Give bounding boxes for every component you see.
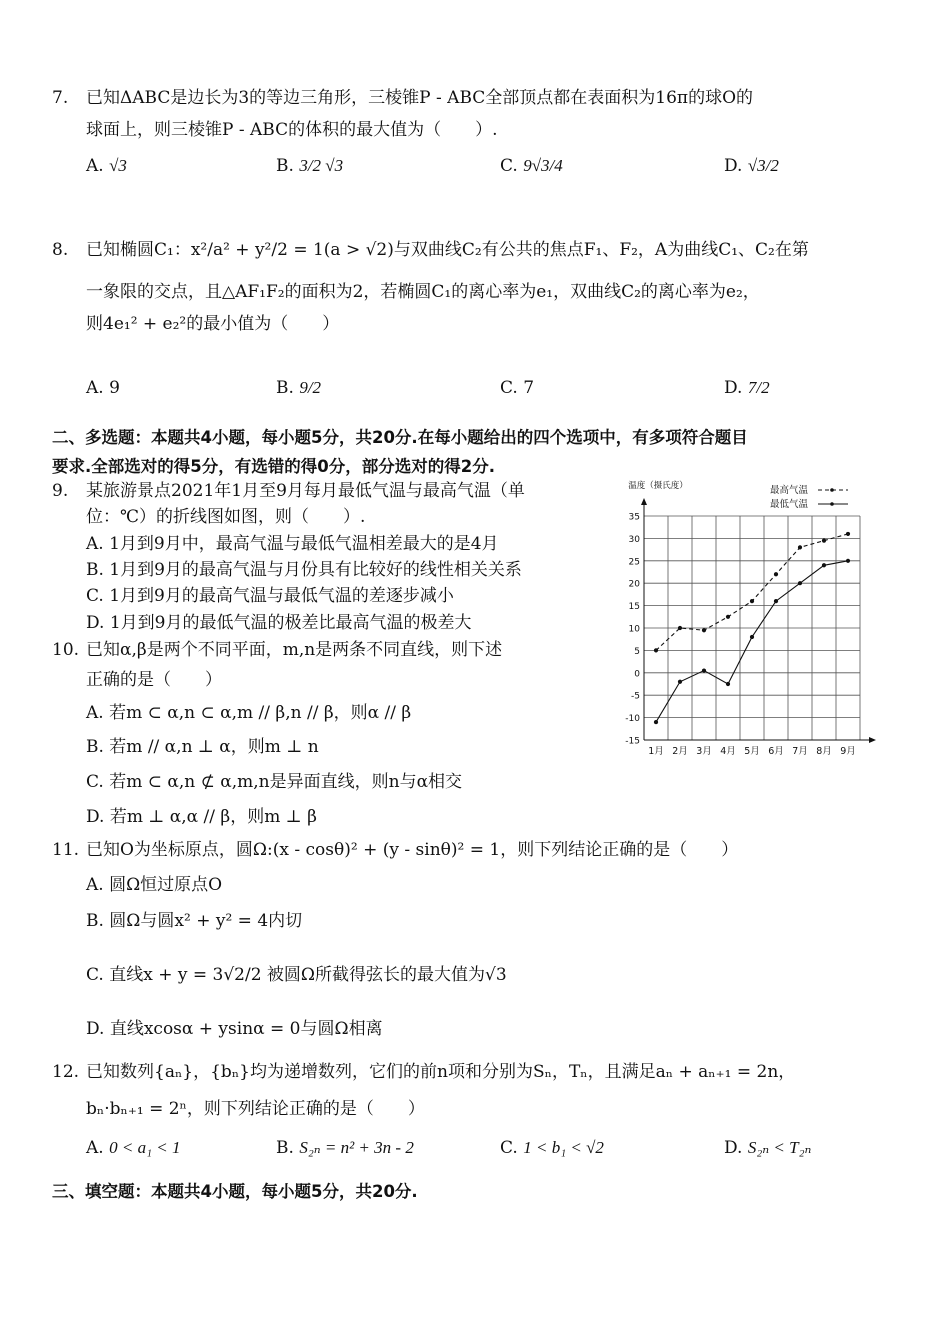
data-point (774, 572, 778, 576)
data-point (750, 635, 754, 639)
x-tick-label: 8月 (816, 746, 832, 757)
x-tick-label: 3月 (696, 746, 712, 757)
question-11 (52, 836, 922, 866)
chart-legend (770, 484, 848, 510)
question-number: 8. (52, 240, 69, 260)
question-12 (52, 1054, 922, 1129)
x-tick-label: 6月 (768, 746, 784, 757)
question-number: 12. (52, 1062, 80, 1082)
data-point (702, 668, 706, 672)
question-7 (52, 82, 922, 147)
data-point (750, 599, 754, 603)
option-a[interactable]: A. 圆Ω恒过原点O (86, 875, 223, 895)
question-stem-line-2: 一象限的交点，且△AF₁F₂的面积为2，若椭圆C₁的离心率为e₁，双曲线C₂的离心率为e₂， (86, 282, 760, 303)
y-tick-label: 35 (628, 512, 640, 523)
data-point (846, 559, 850, 563)
option-b[interactable]: B. 圆Ω与圆x² + y² = 4内切 (86, 911, 303, 931)
question-9 (52, 478, 602, 636)
y-tick-label: 0 (634, 669, 640, 680)
option-d[interactable]: D. √3/2 (724, 156, 779, 176)
option-c[interactable]: C. 9√3/4 (500, 156, 563, 176)
option-a[interactable]: A. 0 < a₁ < 1 (86, 1138, 181, 1158)
section-heading-fill-in: 三、填空题：本题共4小题，每小题5分，共20分. (52, 1182, 418, 1201)
y-tick-label: 10 (628, 624, 640, 635)
question-12-options (86, 1138, 926, 1170)
question-stem-line-1: 已知数列{aₙ}，{bₙ}均为递增数列，它们的前n项和分别为Sₙ，Tₙ，且满足aₙ + aₙ₊₁ = 2n， (86, 1062, 796, 1082)
question-stem-line-2: bₙ·bₙ₊₁ = 2ⁿ，则下列结论正确的是（ ） (86, 1099, 425, 1120)
x-tick-label: 4月 (720, 746, 736, 757)
option-b[interactable]: B. S₂ₙ = n² + 3n - 2 (276, 1138, 414, 1158)
y-tick-label: 30 (628, 534, 640, 545)
temperature-line-chart (610, 478, 910, 768)
series-line-max-temp (656, 534, 848, 650)
y-axis-arrow (641, 498, 647, 505)
data-point (774, 599, 778, 603)
data-point (846, 532, 850, 536)
option-a[interactable]: A. 1月到9月中，最高气温与最低气温相差最大的是4月 (86, 533, 499, 554)
data-point (822, 563, 826, 567)
option-c[interactable]: C. 1月到9月的最高气温与最低气温的差逐步减小 (86, 586, 454, 607)
y-tick-label: -5 (631, 691, 640, 702)
option-d[interactable]: D. 7/2 (724, 378, 770, 398)
data-point (726, 682, 730, 686)
x-tick-label: 9月 (840, 746, 856, 757)
data-point (702, 628, 706, 632)
legend-label: 最低气温 (770, 499, 809, 510)
option-b[interactable]: B. 若m // α,n ⊥ α，则m ⊥ n (86, 737, 319, 758)
data-point (654, 648, 658, 652)
question-stem-line-1: 已知椭圆C₁：x²/a² + y²/2 = 1(a > √2)与双曲线C₂有公共的焦点F₁、F₂，A为曲线C₁、C₂在第 (86, 240, 809, 260)
question-number: 11. (52, 840, 80, 860)
legend-marker (830, 502, 834, 506)
question-stem-line-1: 某旅游景点2021年1月至9月每月最低气温与最高气温（单 (86, 481, 525, 501)
question-8 (52, 228, 922, 341)
x-tick-label: 1月 (648, 746, 664, 757)
question-8-options (86, 378, 926, 418)
option-a[interactable]: A. √3 (86, 156, 127, 176)
data-point (678, 626, 682, 630)
series-line-min-temp (656, 561, 848, 722)
x-axis-arrow (869, 737, 876, 743)
option-b[interactable]: B. 3/2 √3 (276, 156, 344, 176)
y-tick-label: 15 (628, 602, 640, 613)
data-point (726, 615, 730, 619)
data-point (798, 545, 802, 549)
question-10 (52, 636, 602, 835)
option-a[interactable]: A. 9 (86, 378, 120, 398)
data-point (798, 581, 802, 585)
y-tick-label: 5 (634, 646, 640, 657)
question-number: 9. (52, 481, 69, 501)
question-stem-line-2: 球面上，则三棱锥P - ABC的体积的最大值为（ ）. (86, 120, 498, 141)
question-stem-line-1: 已知α,β是两个不同平面，m,n是两条不同直线，则下述 (86, 640, 503, 660)
chart-grid (644, 516, 860, 740)
option-a[interactable]: A. 若m ⊂ α,n ⊂ α,m // β,n // β，则α // β (86, 702, 412, 723)
chart-axes (641, 498, 876, 743)
question-7-options (86, 156, 926, 206)
question-stem-line-2: 位：℃）的折线图如图，则（ ）. (86, 507, 366, 528)
y-tick-label: -15 (625, 736, 640, 747)
option-c[interactable]: C. 1 < b₁ < √2 (500, 1138, 604, 1158)
question-number: 10. (52, 640, 80, 660)
data-point (678, 680, 682, 684)
option-d[interactable]: D. 若m ⊥ α,α // β，则m ⊥ β (86, 807, 317, 828)
y-tick-label: 20 (628, 579, 640, 590)
question-stem-line-1: 已知ΔABC是边长为3的等边三角形，三棱锥P - ABC全部顶点都在表面积为16π的球O的 (86, 88, 754, 108)
question-number: 7. (52, 88, 69, 108)
y-tick-label: 25 (628, 557, 640, 568)
option-b[interactable]: B. 1月到9月的最高气温与月份具有比较好的线性相关关系 (86, 560, 522, 581)
y-axis-label: 温度（摄氏度） (628, 481, 688, 491)
legend-label: 最高气温 (770, 485, 809, 496)
x-tick-label: 7月 (792, 746, 808, 757)
option-c[interactable]: C. 直线x + y = 3√2/2 被圆Ω所截得弦长的最大值为√3 (86, 965, 507, 985)
option-d[interactable]: D. 直线xcosα + ysinα = 0与圆Ω相离 (86, 1019, 383, 1039)
section-heading-multiple-choice: 二、多选题：本题共4小题，每小题5分，共20分.在每小题给出的四个选项中，有多项符合题目 要求.全部选对的得5分，有选错的得0分，部分选对的得2分. (52, 428, 748, 476)
option-d[interactable]: D. S₂ₙ < T₂ₙ (724, 1138, 812, 1158)
option-c[interactable]: C. 7 (500, 378, 535, 398)
question-stem-line-2: 正确的是（ ） (86, 669, 222, 690)
y-tick-label: -10 (625, 714, 640, 725)
question-stem-line-1: 已知O为坐标原点，圆Ω:(x - cosθ)² + (y - sinθ)² = 1，则下列结论正确的是（ ） (86, 840, 739, 860)
data-point (654, 720, 658, 724)
data-point (822, 539, 826, 543)
x-tick-label: 5月 (744, 746, 760, 757)
question-stem-line-3: 则4e₁² + e₂²的最小值为（ ） (86, 314, 340, 335)
option-c[interactable]: C. 若m ⊂ α,n ⊄ α,m,n是异面直线，则n与α相交 (86, 772, 463, 793)
option-b[interactable]: B. 9/2 (276, 378, 322, 398)
option-d[interactable]: D. 1月到9月的最低气温的极差比最高气温的极差大 (86, 612, 472, 633)
x-tick-label: 2月 (672, 746, 688, 757)
legend-marker (830, 488, 834, 492)
